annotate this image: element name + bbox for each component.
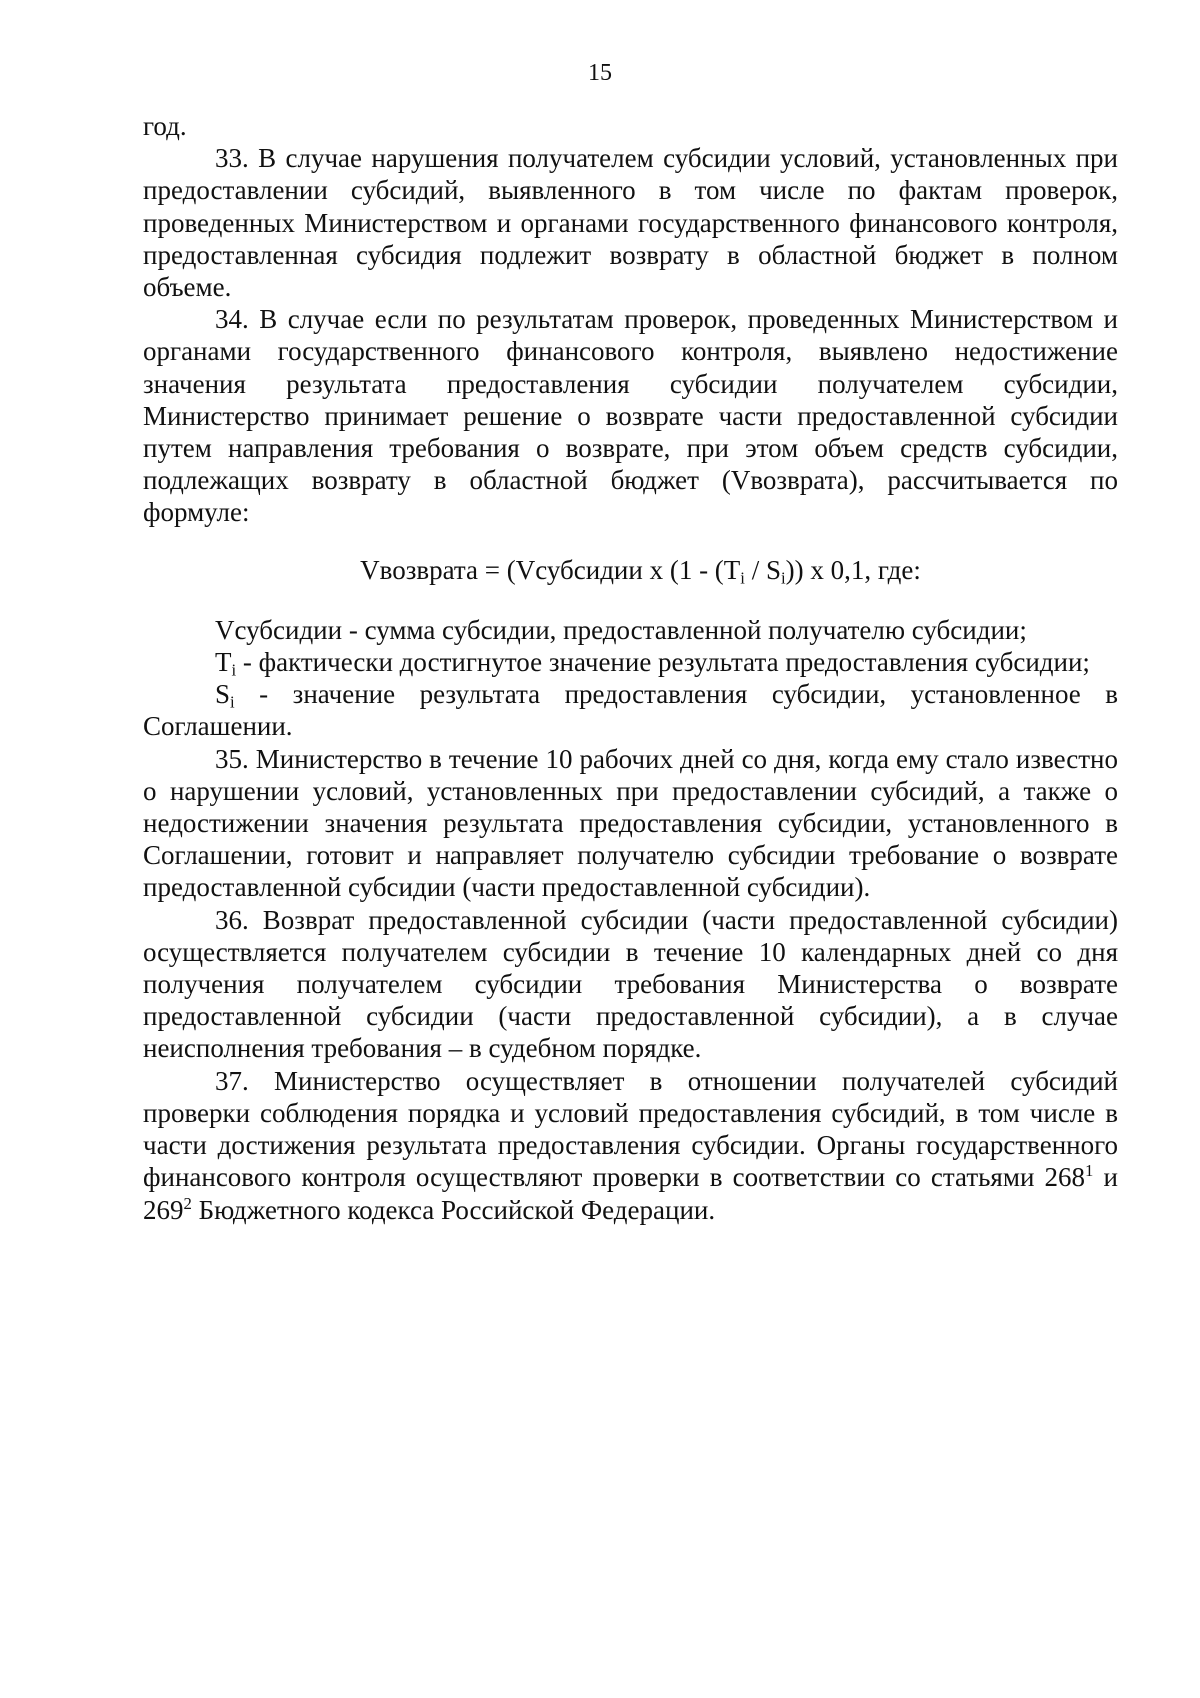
paragraph-37-superscript-1: 1	[1085, 1161, 1094, 1181]
paragraph-continuation: год.	[143, 111, 187, 141]
definition-v-subsidy: Vсубсидии - сумма субсидии, предоставленной получателю субсидии;	[215, 614, 1027, 645]
definition-t-symbol: T	[215, 647, 232, 678]
formula-rhs: )) x 0,1, где:	[785, 554, 921, 585]
return-formula	[143, 554, 1118, 586]
definition-t	[143, 646, 1118, 678]
paragraph-35: 35. Министерство в течение 10 рабочих дней со дня, когда ему стало известно о нарушении условий, установленных при предоставлении субсидий, а также о недостижении значения результата предоставления субсидии, установленного в Соглашении, готовит и направляет получателю субсидии требование о возврате предоставленной субсидии (части предоставленной субсидии).	[143, 743, 1118, 903]
document-body	[143, 110, 1118, 1226]
paragraph-37-text-1: 37. Министерство осуществляет в отношении получателей субсидий проверки соблюдения порядка и условий предоставления субсидий, в том числе в части достижения результата предоставления субсидии. Органы государственного финансового контроля осуществляют проверки в соответствии со статьями 268	[143, 1065, 1118, 1193]
paragraph-33: 33. В случае нарушения получателем субсидии условий, установленных при предоставлении субсидий, выявленного в том числе по фактам проверок, проведенных Министерством и органами государственного финансового контроля, предоставленная субсидия подлежит возврату в областной бюджет в полном объеме.	[143, 143, 1118, 303]
definition-s-symbol: S	[215, 679, 231, 710]
paragraph-34: 34. В случае если по результатам проверок, проведенных Министерством и органами государственного финансового контроля, выявлено недостижение значения результата предоставления субсидии получателем субсидии, Министерство принимает решение о возврате части предоставленной субсидии путем направления требования о возврате, при этом объем средств субсидии, подлежащих возврату в областной бюджет (Vвозврата), рассчитывается по формуле:	[143, 304, 1118, 528]
paragraph-36: 36. Возврат предоставленной субсидии (части предоставленной субсидии) осуществляется получателем субсидии в течение 10 календарных дней со дня получения получателем субсидии требования Министерства о возврате предоставленной субсидии (части предоставленной субсидии), а в случае неисполнения требования – в судебном порядке.	[143, 904, 1118, 1064]
page-number: 15	[588, 60, 612, 86]
formula-subscript-t: i	[740, 568, 745, 588]
formula-mid: / S	[744, 554, 781, 585]
formula-subscript-s: i	[780, 568, 786, 588]
definition-s	[143, 678, 1118, 742]
definition-t-text: - фактически достигнутое значение результата предоставления субсидии;	[236, 647, 1090, 678]
paragraph-37-text-2: и 269	[143, 1162, 1118, 1225]
paragraph-37-text-3: Бюджетного кодекса Российской Федерации.	[191, 1194, 716, 1225]
paragraph-37	[143, 1065, 1118, 1226]
definition-s-subscript: i	[230, 692, 235, 712]
definition-t-subscript: i	[231, 660, 237, 680]
paragraph-37-superscript-2: 2	[183, 1193, 192, 1213]
formula-lhs: Vвозврата = (Vсубсидии x (1 - (T	[360, 554, 741, 585]
definition-s-text: - значение результата предоставления субсидии, установленное в Соглашении.	[143, 679, 1118, 742]
